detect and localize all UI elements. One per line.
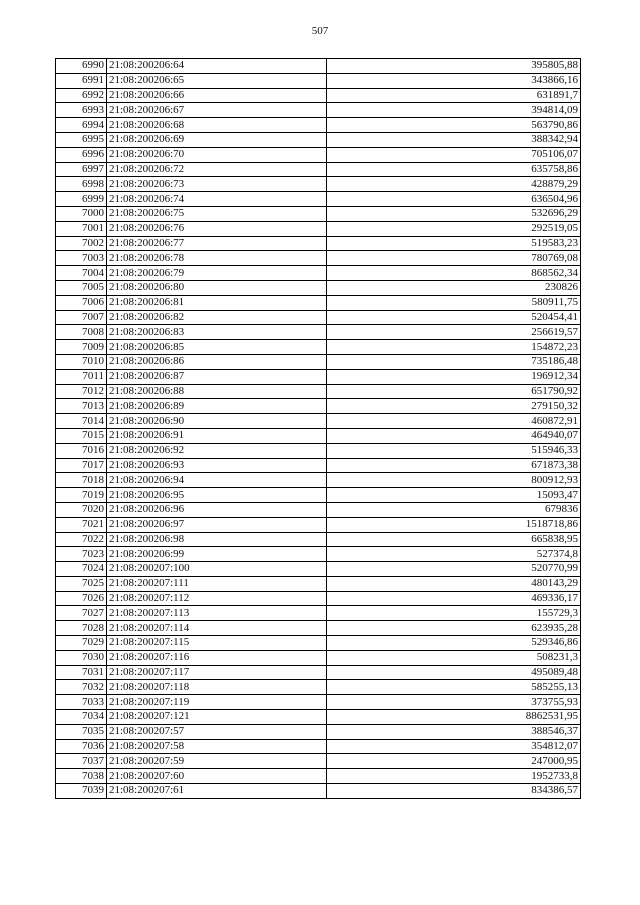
row-number-cell: 7037: [56, 754, 107, 769]
cadastral-number-cell: 21:08:200206:77: [107, 236, 327, 251]
cadastral-number-cell: 21:08:200206:67: [107, 103, 327, 118]
cadastral-number-cell: 21:08:200206:85: [107, 340, 327, 355]
cadastral-value-cell: 508231,3: [327, 650, 581, 665]
table-row: [56, 591, 581, 606]
row-number-cell: 7030: [56, 650, 107, 665]
row-number-cell: 7024: [56, 562, 107, 577]
row-number-cell: 7018: [56, 473, 107, 488]
cadastral-number-cell: 21:08:200207:60: [107, 769, 327, 784]
cadastral-number-cell: 21:08:200207:59: [107, 754, 327, 769]
cadastral-value-cell: 395805,88: [327, 59, 581, 74]
cadastral-value-cell: 563790,86: [327, 118, 581, 133]
cadastral-number-cell: 21:08:200206:97: [107, 517, 327, 532]
row-number-cell: 7028: [56, 621, 107, 636]
table-row: [56, 310, 581, 325]
cadastral-number-cell: 21:08:200207:118: [107, 680, 327, 695]
row-number-cell: 7009: [56, 340, 107, 355]
row-number-cell: 7036: [56, 739, 107, 754]
row-number-cell: 7002: [56, 236, 107, 251]
cadastral-value-cell: 388342,94: [327, 132, 581, 147]
cadastral-value-cell: 373755,93: [327, 695, 581, 710]
row-number-cell: 6997: [56, 162, 107, 177]
row-number-cell: 7004: [56, 266, 107, 281]
row-number-cell: 7022: [56, 532, 107, 547]
page-number: 507: [311, 25, 329, 37]
table-row: [56, 399, 581, 414]
row-number-cell: 7032: [56, 680, 107, 695]
row-number-cell: 7010: [56, 354, 107, 369]
cadastral-value-cell: 735186,48: [327, 354, 581, 369]
cadastral-value-cell: 671873,38: [327, 458, 581, 473]
cadastral-value-cell: 636504,96: [327, 192, 581, 207]
table-row: [56, 384, 581, 399]
cadastral-number-cell: 21:08:200206:78: [107, 251, 327, 266]
cadastral-number-cell: 21:08:200207:117: [107, 665, 327, 680]
cadastral-value-cell: 460872,91: [327, 414, 581, 429]
cadastral-number-cell: 21:08:200206:65: [107, 73, 327, 88]
table-row: [56, 621, 581, 636]
row-number-cell: 6999: [56, 192, 107, 207]
cadastral-value-cell: 519583,23: [327, 236, 581, 251]
cadastral-value-cell: 529346,86: [327, 636, 581, 651]
cadastral-value-cell: 800912,93: [327, 473, 581, 488]
table-row: [56, 118, 581, 133]
row-number-cell: 7029: [56, 636, 107, 651]
cadastral-value-cell: 1952733,8: [327, 769, 581, 784]
cadastral-value-cell: 8862531,95: [327, 710, 581, 725]
row-number-cell: 7033: [56, 695, 107, 710]
row-number-cell: 6991: [56, 73, 107, 88]
row-number-cell: 7008: [56, 325, 107, 340]
cadastral-number-cell: 21:08:200206:92: [107, 443, 327, 458]
table-row: [56, 251, 581, 266]
cadastral-value-cell: 464940,07: [327, 428, 581, 443]
cadastral-number-cell: 21:08:200207:57: [107, 724, 327, 739]
cadastral-number-cell: 21:08:200206:72: [107, 162, 327, 177]
cadastral-number-cell: 21:08:200206:89: [107, 399, 327, 414]
cadastral-value-cell: 585255,13: [327, 680, 581, 695]
cadastral-number-cell: 21:08:200207:114: [107, 621, 327, 636]
table-row: [56, 517, 581, 532]
cadastral-number-cell: 21:08:200207:113: [107, 606, 327, 621]
row-number-cell: 7026: [56, 591, 107, 606]
table-row: [56, 458, 581, 473]
cadastral-value-cell: 230826: [327, 280, 581, 295]
cadastral-number-cell: 21:08:200206:99: [107, 547, 327, 562]
row-number-cell: 6994: [56, 118, 107, 133]
table-row: [56, 784, 581, 799]
cadastral-value-table: [55, 58, 581, 799]
row-number-cell: 7007: [56, 310, 107, 325]
cadastral-number-cell: 21:08:200206:81: [107, 295, 327, 310]
row-number-cell: 7005: [56, 280, 107, 295]
table-row: [56, 650, 581, 665]
table-row: [56, 532, 581, 547]
cadastral-value-cell: 388546,37: [327, 724, 581, 739]
table-row: [56, 443, 581, 458]
cadastral-value-cell: 256619,57: [327, 325, 581, 340]
cadastral-value-cell: 480143,29: [327, 576, 581, 591]
row-number-cell: 7011: [56, 369, 107, 384]
cadastral-number-cell: 21:08:200207:111: [107, 576, 327, 591]
table-row: [56, 576, 581, 591]
table-row: [56, 221, 581, 236]
row-number-cell: 6998: [56, 177, 107, 192]
table-row: [56, 295, 581, 310]
table-row: [56, 665, 581, 680]
cadastral-number-cell: 21:08:200206:90: [107, 414, 327, 429]
cadastral-value-cell: 520454,41: [327, 310, 581, 325]
row-number-cell: 7031: [56, 665, 107, 680]
cadastral-value-cell: 15093,47: [327, 488, 581, 503]
cadastral-value-cell: 354812,07: [327, 739, 581, 754]
table-row: [56, 606, 581, 621]
cadastral-value-cell: 343866,16: [327, 73, 581, 88]
cadastral-value-cell: 665838,95: [327, 532, 581, 547]
cadastral-number-cell: 21:08:200207:119: [107, 695, 327, 710]
cadastral-value-cell: 631891,7: [327, 88, 581, 103]
row-number-cell: 7035: [56, 724, 107, 739]
row-number-cell: 6990: [56, 59, 107, 74]
row-number-cell: 6996: [56, 147, 107, 162]
table-row: [56, 73, 581, 88]
cadastral-number-cell: 21:08:200206:68: [107, 118, 327, 133]
cadastral-number-cell: 21:08:200207:121: [107, 710, 327, 725]
cadastral-number-cell: 21:08:200207:112: [107, 591, 327, 606]
table-row: [56, 739, 581, 754]
table-row: [56, 710, 581, 725]
cadastral-number-cell: 21:08:200207:61: [107, 784, 327, 799]
cadastral-number-cell: 21:08:200206:82: [107, 310, 327, 325]
table-row: [56, 473, 581, 488]
cadastral-value-cell: 834386,57: [327, 784, 581, 799]
row-number-cell: 7021: [56, 517, 107, 532]
table-row: [56, 340, 581, 355]
row-number-cell: 7017: [56, 458, 107, 473]
table-row: [56, 132, 581, 147]
cadastral-value-cell: 868562,34: [327, 266, 581, 281]
cadastral-number-cell: 21:08:200206:83: [107, 325, 327, 340]
table-row: [56, 192, 581, 207]
cadastral-number-cell: 21:08:200206:79: [107, 266, 327, 281]
cadastral-number-cell: 21:08:200206:66: [107, 88, 327, 103]
table-row: [56, 206, 581, 221]
row-number-cell: 7000: [56, 206, 107, 221]
table-row: [56, 754, 581, 769]
cadastral-number-cell: 21:08:200207:100: [107, 562, 327, 577]
table-row: [56, 502, 581, 517]
table-row: [56, 769, 581, 784]
table-row: [56, 680, 581, 695]
cadastral-number-cell: 21:08:200206:95: [107, 488, 327, 503]
cadastral-number-cell: 21:08:200206:64: [107, 59, 327, 74]
table-row: [56, 695, 581, 710]
cadastral-value-cell: 532696,29: [327, 206, 581, 221]
table-row: [56, 488, 581, 503]
table-row: [56, 414, 581, 429]
cadastral-value-cell: 196912,34: [327, 369, 581, 384]
row-number-cell: 7019: [56, 488, 107, 503]
cadastral-number-cell: 21:08:200206:73: [107, 177, 327, 192]
table-row: [56, 162, 581, 177]
cadastral-number-cell: 21:08:200206:74: [107, 192, 327, 207]
table-row: [56, 88, 581, 103]
cadastral-number-cell: 21:08:200206:88: [107, 384, 327, 399]
cadastral-number-cell: 21:08:200206:91: [107, 428, 327, 443]
cadastral-number-cell: 21:08:200206:87: [107, 369, 327, 384]
cadastral-value-cell: 394814,09: [327, 103, 581, 118]
cadastral-value-cell: 469336,17: [327, 591, 581, 606]
cadastral-value-cell: 705106,07: [327, 147, 581, 162]
cadastral-value-cell: 155729,3: [327, 606, 581, 621]
table-row: [56, 177, 581, 192]
row-number-cell: 6993: [56, 103, 107, 118]
row-number-cell: 7023: [56, 547, 107, 562]
table-body: [56, 59, 581, 799]
row-number-cell: 7016: [56, 443, 107, 458]
cadastral-value-cell: 154872,23: [327, 340, 581, 355]
cadastral-number-cell: 21:08:200206:96: [107, 502, 327, 517]
row-number-cell: 6995: [56, 132, 107, 147]
cadastral-value-cell: 520770,99: [327, 562, 581, 577]
cadastral-number-cell: 21:08:200206:75: [107, 206, 327, 221]
cadastral-number-cell: 21:08:200206:86: [107, 354, 327, 369]
cadastral-value-cell: 292519,05: [327, 221, 581, 236]
table-row: [56, 266, 581, 281]
cadastral-number-cell: 21:08:200207:115: [107, 636, 327, 651]
table-row: [56, 354, 581, 369]
cadastral-number-cell: 21:08:200206:76: [107, 221, 327, 236]
cadastral-number-cell: 21:08:200206:69: [107, 132, 327, 147]
cadastral-value-cell: 1518718,86: [327, 517, 581, 532]
row-number-cell: 7006: [56, 295, 107, 310]
cadastral-number-cell: 21:08:200206:93: [107, 458, 327, 473]
table-row: [56, 636, 581, 651]
row-number-cell: 7013: [56, 399, 107, 414]
row-number-cell: 6992: [56, 88, 107, 103]
cadastral-value-cell: 515946,33: [327, 443, 581, 458]
table-row: [56, 724, 581, 739]
row-number-cell: 7039: [56, 784, 107, 799]
table-row: [56, 236, 581, 251]
table-row: [56, 280, 581, 295]
row-number-cell: 7038: [56, 769, 107, 784]
table-row: [56, 103, 581, 118]
cadastral-value-cell: 780769,08: [327, 251, 581, 266]
cadastral-number-cell: 21:08:200207:116: [107, 650, 327, 665]
cadastral-number-cell: 21:08:200206:98: [107, 532, 327, 547]
cadastral-value-cell: 635758,86: [327, 162, 581, 177]
row-number-cell: 7001: [56, 221, 107, 236]
table-row: [56, 369, 581, 384]
row-number-cell: 7012: [56, 384, 107, 399]
cadastral-value-cell: 279150,32: [327, 399, 581, 414]
cadastral-value-cell: 580911,75: [327, 295, 581, 310]
row-number-cell: 7014: [56, 414, 107, 429]
cadastral-value-cell: 428879,29: [327, 177, 581, 192]
table-row: [56, 547, 581, 562]
table-row: [56, 428, 581, 443]
cadastral-value-cell: 247000,95: [327, 754, 581, 769]
cadastral-value-cell: 527374,8: [327, 547, 581, 562]
row-number-cell: 7015: [56, 428, 107, 443]
table-row: [56, 59, 581, 74]
table-row: [56, 562, 581, 577]
cadastral-number-cell: 21:08:200206:94: [107, 473, 327, 488]
row-number-cell: 7003: [56, 251, 107, 266]
table-row: [56, 147, 581, 162]
cadastral-number-cell: 21:08:200206:70: [107, 147, 327, 162]
cadastral-value-cell: 623935,28: [327, 621, 581, 636]
row-number-cell: 7025: [56, 576, 107, 591]
row-number-cell: 7034: [56, 710, 107, 725]
row-number-cell: 7020: [56, 502, 107, 517]
table-row: [56, 325, 581, 340]
cadastral-value-cell: 679836: [327, 502, 581, 517]
row-number-cell: 7027: [56, 606, 107, 621]
cadastral-number-cell: 21:08:200206:80: [107, 280, 327, 295]
cadastral-value-cell: 495089,48: [327, 665, 581, 680]
cadastral-value-cell: 651790,92: [327, 384, 581, 399]
cadastral-number-cell: 21:08:200207:58: [107, 739, 327, 754]
